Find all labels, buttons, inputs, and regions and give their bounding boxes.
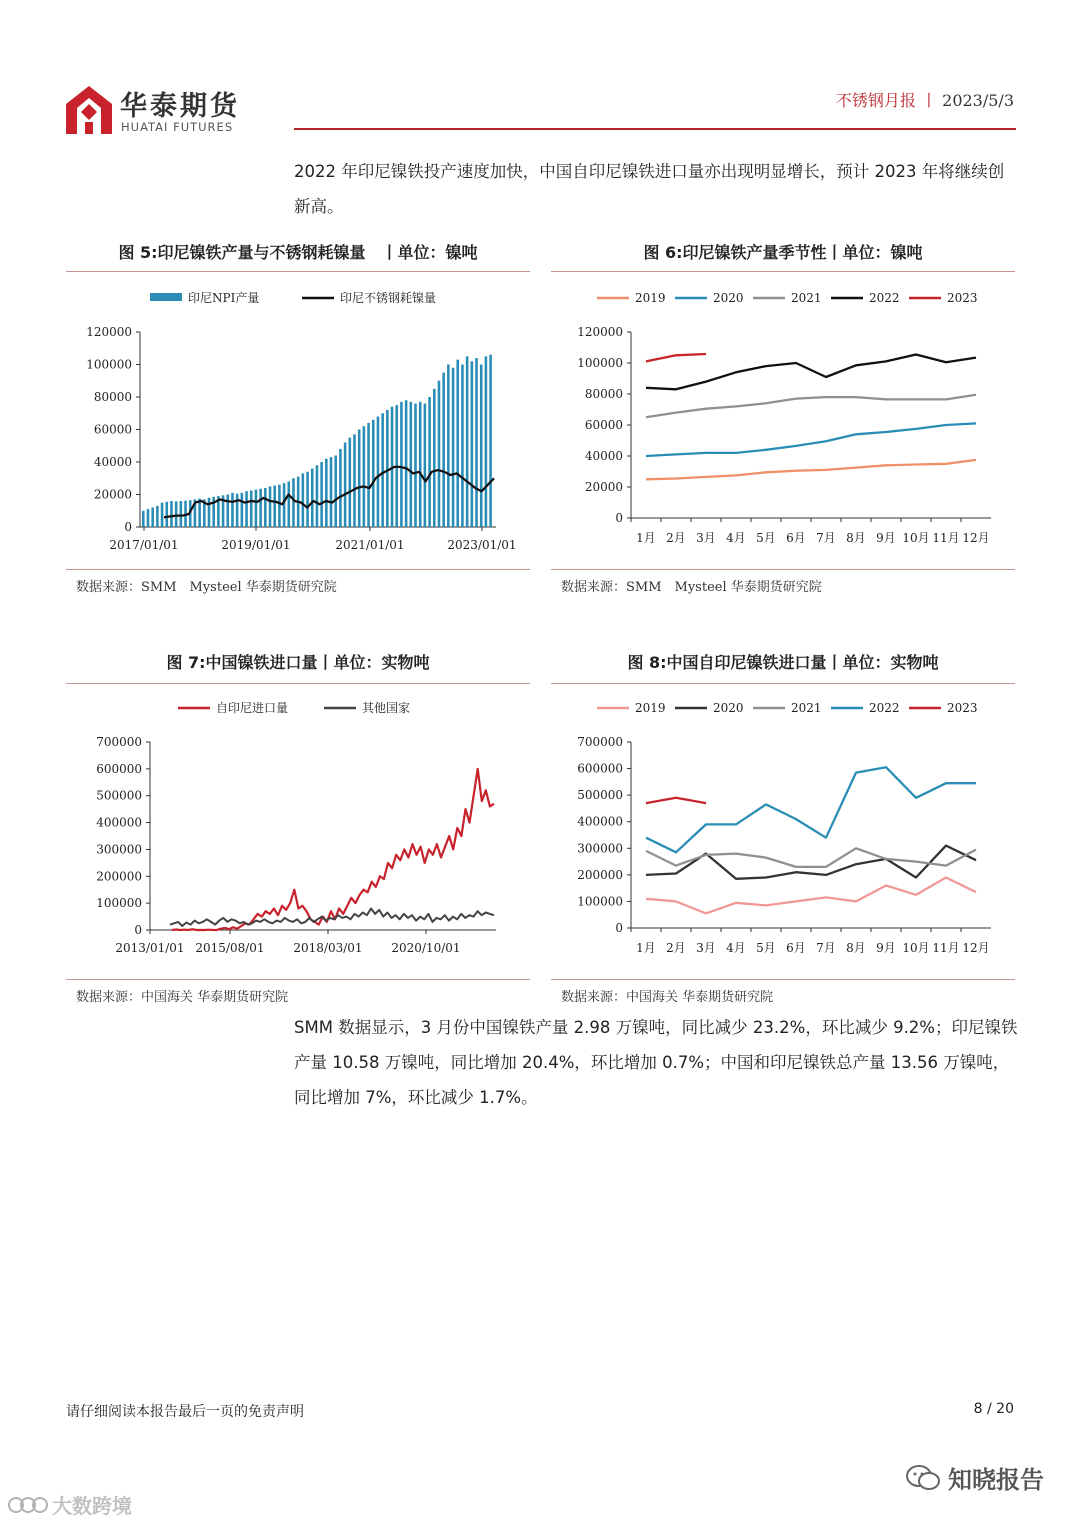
npi-bar (447, 365, 450, 528)
x-tick-label: 12月 (962, 531, 990, 545)
figure-8-top-rule (551, 683, 1015, 684)
watermark-logo-icon (8, 1494, 48, 1516)
footer-disclaimer: 请仔细阅读本报告最后一页的免责声明 (66, 1404, 304, 1420)
x-tick-label: 2023/01/01 (447, 538, 517, 552)
figure-7-title: 图 7:中国镍铁进口量丨单位：实物吨 (166, 653, 430, 672)
y-tick-label: 600000 (96, 761, 142, 776)
npi-bar (241, 493, 244, 527)
figure-7-chart (66, 690, 530, 976)
figure-5-source: 数据来源：SMM Mysteel 华泰期货研究院 (76, 580, 337, 595)
body-paragraph: SMM 数据显示，3 月份中国镍铁产量 2.98 万镍吨，同比减少 23.2%，环比减少 9.2%；印尼镍铁产量 10.58 万镍吨，同比增加 20.4%，环比增加 0.7%；中国和印尼镍铁总产量 13.56 万镍吨，同比增加 7%，环比减少 1.7%。 (294, 1018, 1018, 1107)
y-tick-label: 0 (615, 511, 623, 525)
y-tick-label: 400000 (96, 815, 142, 830)
x-tick-label: 2020/10/01 (391, 941, 461, 955)
npi-bar (161, 503, 164, 527)
y-tick-label: 60000 (584, 418, 623, 432)
y-tick-label: 300000 (96, 842, 142, 857)
npi-bar (358, 430, 361, 528)
npi-bar (344, 443, 347, 528)
npi-bar (372, 420, 375, 527)
npi-bar (428, 397, 431, 527)
npi-bar (198, 499, 201, 527)
x-tick-label: 1月 (636, 531, 656, 545)
x-tick-label: 4月 (726, 941, 746, 955)
figure-8-chart (551, 690, 1015, 976)
y-tick-label: 100000 (577, 356, 623, 370)
npi-bar (405, 400, 408, 527)
npi-bar (156, 506, 159, 527)
npi-bar (287, 482, 290, 528)
header-separator: 丨 (921, 91, 938, 110)
npi-bar (480, 365, 483, 528)
series-line-2023 (646, 354, 706, 361)
npi-bar (466, 356, 469, 527)
legend-label-0: 2019 (635, 701, 666, 715)
y-tick-label: 20000 (584, 480, 623, 494)
npi-bar (175, 501, 178, 527)
npi-bar (424, 404, 427, 528)
npi-bar (471, 361, 474, 527)
legend-label-1: 2020 (713, 701, 744, 715)
y-tick-label: 40000 (584, 449, 623, 463)
watermark-right (906, 1460, 1044, 1495)
npi-bar (231, 493, 234, 527)
x-tick-label: 7月 (816, 531, 836, 545)
y-tick-label: 100000 (96, 896, 142, 911)
figure-8-title: 图 8:中国自印尼镍铁进口量丨单位：实物吨 (627, 653, 939, 672)
x-tick-label: 12月 (962, 941, 990, 955)
figure-6-title: 图 6:印尼镍铁产量季节性丨单位：镍吨 (643, 243, 923, 262)
legend-label-2: 2021 (791, 701, 822, 715)
x-tick-label: 5月 (756, 531, 776, 545)
legend-label-1: 2020 (713, 291, 744, 305)
y-tick-label: 500000 (96, 788, 142, 803)
npi-bar (292, 478, 295, 527)
x-tick-label: 2017/01/01 (109, 538, 179, 552)
y-tick-label: 0 (615, 921, 623, 935)
figure-8-source: 数据来源：中国海关 华泰期货研究院 (561, 990, 774, 1005)
npi-bar (236, 494, 239, 527)
y-tick-label: 600000 (577, 761, 623, 776)
npi-bar (475, 358, 478, 527)
series-line-2021 (646, 848, 976, 867)
npi-bar (165, 502, 168, 527)
report-name: 不锈钢月报 (835, 91, 916, 110)
x-tick-label: 2021/01/01 (335, 538, 405, 552)
series-line-2019 (646, 460, 976, 479)
series-line-2023 (646, 798, 706, 803)
y-tick-label: 700000 (577, 735, 623, 749)
legend-swatch-0 (150, 293, 182, 301)
figure-5-bottom-rule (66, 569, 530, 570)
npi-bar (442, 373, 445, 527)
npi-bar (311, 469, 314, 528)
legend-label-2: 2021 (791, 291, 822, 305)
npi-bar (489, 355, 492, 527)
x-tick-label: 2月 (666, 941, 686, 955)
npi-bar (438, 381, 441, 527)
logo-chinese-name: 华泰期货 (120, 91, 240, 122)
legend-label-3: 2022 (869, 701, 900, 715)
x-tick-label: 8月 (846, 531, 866, 545)
y-tick-label: 60000 (93, 422, 132, 437)
y-tick-label: 100000 (577, 894, 623, 909)
npi-bar (381, 413, 384, 527)
x-tick-label: 2015/08/01 (195, 941, 265, 955)
x-tick-label: 7月 (816, 941, 836, 955)
y-tick-label: 0 (134, 923, 142, 937)
x-tick-label: 6月 (786, 941, 806, 955)
y-tick-label: 40000 (93, 455, 132, 469)
npi-bar (259, 489, 262, 527)
y-tick-label: 120000 (577, 325, 623, 339)
npi-bar (419, 402, 422, 527)
npi-bar (306, 472, 309, 527)
watermark-right-text: 知晓报告 (948, 1466, 1044, 1494)
y-tick-label: 500000 (577, 788, 623, 803)
y-tick-label: 120000 (86, 325, 132, 339)
series-line-2021 (646, 395, 976, 418)
npi-bar (283, 483, 286, 527)
series-line-2020 (646, 423, 976, 456)
npi-bar (461, 365, 464, 528)
x-tick-label: 9月 (876, 531, 896, 545)
npi-bar (353, 434, 356, 527)
legend-label-1: 印尼不锈钢耗镍量 (340, 291, 437, 305)
npi-bar (377, 417, 380, 528)
x-tick-label: 2013/01/01 (115, 941, 185, 955)
series-line-2022 (646, 355, 976, 390)
watermark-left (8, 1490, 132, 1519)
x-tick-label: 11月 (932, 941, 960, 955)
npi-bar (180, 501, 183, 527)
figure-5-title: 图 5:印尼镍铁产量与不锈钢耗镍量 丨单位：镍吨 (118, 243, 478, 262)
report-date: 2023/5/3 (942, 91, 1014, 110)
huatai-logo-icon (66, 86, 112, 134)
figure-6-top-rule (551, 271, 1015, 272)
npi-bar (255, 490, 258, 527)
x-tick-label: 9月 (876, 941, 896, 955)
report-header-info (836, 88, 1014, 111)
intro-paragraph: 2022 年印尼镍铁投产速度加快，中国自印尼镍铁进口量亦出现明显增长，预计 2023 年将继续创新高。 (294, 162, 1005, 216)
legend-label-1: 其他国家 (362, 701, 411, 715)
npi-bar (485, 356, 488, 527)
x-tick-label: 1月 (636, 941, 656, 955)
series-line-indonesia (172, 769, 494, 930)
y-tick-label: 400000 (577, 814, 623, 829)
npi-bar (367, 423, 370, 527)
npi-bar (334, 456, 337, 528)
npi-bar (316, 465, 319, 527)
npi-bar (147, 509, 150, 527)
legend-label-0: 印尼NPI产量 (188, 291, 260, 305)
series-line-2022 (646, 767, 976, 852)
figure-7-top-rule (66, 683, 530, 684)
figure-5-top-rule (66, 271, 530, 272)
y-tick-label: 200000 (96, 869, 142, 884)
y-tick-label: 20000 (93, 487, 132, 502)
company-logo (66, 84, 246, 136)
y-tick-label: 80000 (584, 387, 623, 401)
series-line-2019 (646, 878, 976, 914)
npi-bar (414, 404, 417, 528)
npi-bar (339, 449, 342, 527)
npi-bar (250, 490, 253, 527)
figure-6-source: 数据来源：SMM Mysteel 华泰期货研究院 (561, 580, 822, 595)
x-tick-label: 6月 (786, 531, 806, 545)
figure-7-bottom-rule (66, 979, 530, 980)
y-tick-label: 200000 (577, 867, 623, 882)
wechat-icon (906, 1464, 940, 1492)
x-tick-label: 3月 (696, 531, 716, 545)
figure-6-chart (551, 280, 1015, 566)
x-tick-label: 2月 (666, 531, 686, 545)
npi-bar (363, 426, 366, 527)
y-tick-label: 100000 (86, 357, 132, 372)
npi-bar (273, 486, 276, 527)
y-tick-label: 0 (124, 520, 132, 534)
legend-label-4: 2023 (947, 701, 978, 715)
npi-bar (456, 360, 459, 527)
x-tick-label: 8月 (846, 941, 866, 955)
header-rule (294, 128, 1016, 130)
npi-bar (452, 368, 455, 527)
figure-5-chart (66, 280, 530, 566)
npi-bar (302, 473, 305, 527)
y-tick-label: 80000 (93, 390, 132, 404)
figure-8-bottom-rule (551, 979, 1015, 980)
npi-bar (330, 457, 333, 527)
page-number: 8 / 20 (973, 1401, 1014, 1417)
npi-bar (226, 495, 229, 528)
y-tick-label: 700000 (96, 735, 142, 749)
npi-bar (400, 402, 403, 527)
figure-7-source: 数据来源：中国海关 华泰期货研究院 (76, 990, 289, 1005)
x-tick-label: 10月 (902, 941, 930, 955)
npi-bar (433, 389, 436, 527)
npi-bar (245, 491, 248, 527)
x-tick-label: 2019/01/01 (221, 538, 291, 552)
npi-bar (151, 508, 154, 528)
legend-label-0: 自印尼进口量 (216, 701, 289, 715)
npi-bar (170, 501, 173, 527)
legend-label-3: 2022 (869, 291, 900, 305)
x-tick-label: 10月 (902, 531, 930, 545)
x-tick-label: 5月 (756, 941, 776, 955)
npi-bar (320, 462, 323, 527)
npi-bar (142, 511, 145, 527)
npi-bar (278, 485, 281, 527)
x-tick-label: 4月 (726, 531, 746, 545)
legend-label-0: 2019 (635, 291, 666, 305)
npi-bar (264, 488, 267, 527)
legend-label-4: 2023 (947, 291, 978, 305)
y-tick-label: 300000 (577, 841, 623, 856)
figure-6-bottom-rule (551, 569, 1015, 570)
x-tick-label: 11月 (932, 531, 960, 545)
x-tick-label: 3月 (696, 941, 716, 955)
npi-bar (349, 438, 352, 527)
watermark-left-text: 大数跨境 (52, 1494, 132, 1518)
npi-bar (325, 459, 328, 527)
npi-bar (208, 498, 211, 527)
npi-bar (386, 410, 389, 527)
npi-bar (269, 486, 272, 527)
logo-english-name: HUATAI FUTURES (121, 120, 234, 134)
x-tick-label: 2018/03/01 (293, 941, 363, 955)
npi-bar (410, 402, 413, 527)
